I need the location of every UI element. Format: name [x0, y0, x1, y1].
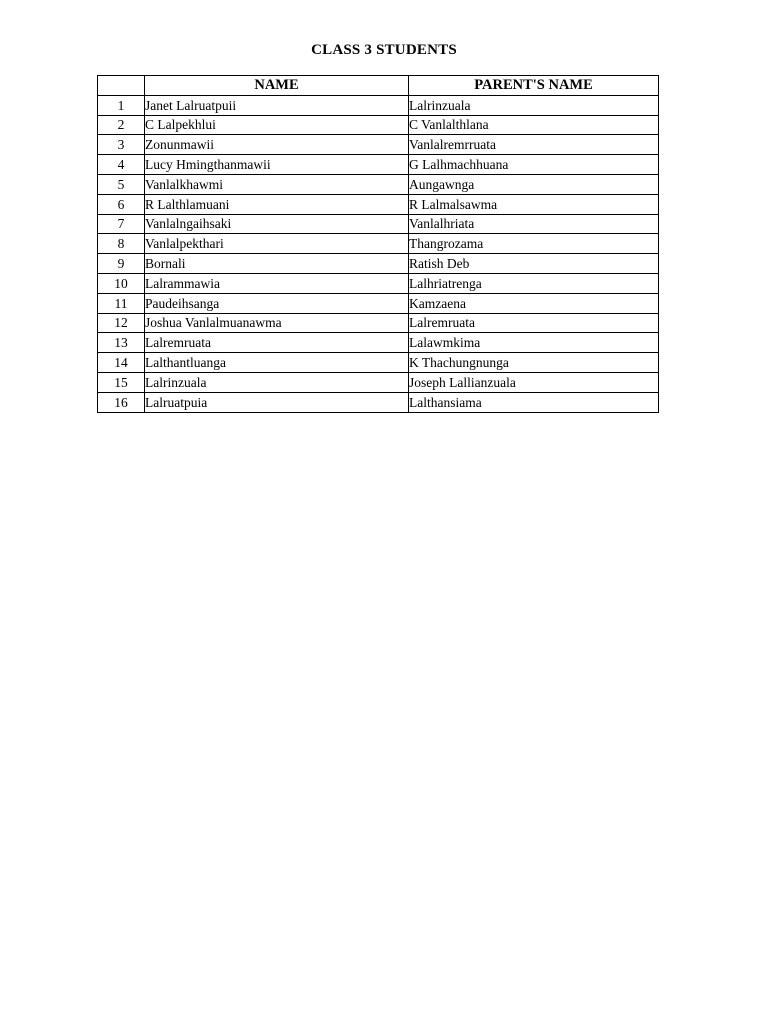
parent-name-cell: Lalawmkima — [409, 333, 659, 353]
parent-name-cell: C Vanlalthlana — [409, 115, 659, 135]
student-name-cell: Vanlalkhawmi — [145, 174, 409, 194]
table-row — [98, 254, 659, 274]
column-header-name: NAME — [145, 76, 409, 96]
table-row — [98, 333, 659, 353]
table-row — [98, 273, 659, 293]
parent-name-cell: Lalrinzuala — [409, 95, 659, 115]
parent-name-cell: Aungawnga — [409, 174, 659, 194]
page-title: CLASS 3 STUDENTS — [311, 42, 457, 58]
parent-name-cell: Lalthansiama — [409, 392, 659, 412]
table-row — [98, 155, 659, 175]
serial-number-cell: 7 — [98, 214, 145, 234]
serial-number-cell: 11 — [98, 293, 145, 313]
student-name-cell: Lalremruata — [145, 333, 409, 353]
serial-number-cell: 9 — [98, 254, 145, 274]
table-row — [98, 313, 659, 333]
table-row — [98, 392, 659, 412]
serial-number-cell: 3 — [98, 135, 145, 155]
table-header-row — [98, 76, 659, 96]
student-table — [97, 75, 659, 413]
parent-name-cell: Lalremruata — [409, 313, 659, 333]
serial-number-cell: 8 — [98, 234, 145, 254]
table-row — [98, 353, 659, 373]
table-row — [98, 95, 659, 115]
serial-number-cell: 4 — [98, 155, 145, 175]
parent-name-cell: Thangrozama — [409, 234, 659, 254]
parent-name-cell: Vanlalremrruata — [409, 135, 659, 155]
serial-number-cell: 2 — [98, 115, 145, 135]
student-name-cell: Lalthantluanga — [145, 353, 409, 373]
serial-number-cell: 13 — [98, 333, 145, 353]
column-header-parent-name: PARENT'S NAME — [409, 76, 659, 96]
table-row — [98, 293, 659, 313]
student-name-cell: C Lalpekhlui — [145, 115, 409, 135]
column-header-number — [98, 76, 145, 96]
table-row — [98, 372, 659, 392]
parent-name-cell: Kamzaena — [409, 293, 659, 313]
student-name-cell: Paudeihsanga — [145, 293, 409, 313]
table-row — [98, 174, 659, 194]
parent-name-cell: Lalhriatrenga — [409, 273, 659, 293]
student-name-cell: Vanlalngaihsaki — [145, 214, 409, 234]
serial-number-cell: 16 — [98, 392, 145, 412]
parent-name-cell: R Lalmalsawma — [409, 194, 659, 214]
parent-name-cell: Vanlalhriata — [409, 214, 659, 234]
table-row — [98, 214, 659, 234]
serial-number-cell: 14 — [98, 353, 145, 373]
table-row — [98, 234, 659, 254]
table-row — [98, 194, 659, 214]
student-name-cell: Vanlalpekthari — [145, 234, 409, 254]
parent-name-cell: K Thachungnunga — [409, 353, 659, 373]
parent-name-cell: Joseph Lallianzuala — [409, 372, 659, 392]
table-row — [98, 115, 659, 135]
table-row — [98, 135, 659, 155]
parent-name-cell: G Lalhmachhuana — [409, 155, 659, 175]
student-name-cell: Bornali — [145, 254, 409, 274]
parent-name-cell: Ratish Deb — [409, 254, 659, 274]
serial-number-cell: 12 — [98, 313, 145, 333]
student-name-cell: Lalrinzuala — [145, 372, 409, 392]
student-name-cell: Zonunmawii — [145, 135, 409, 155]
serial-number-cell: 10 — [98, 273, 145, 293]
serial-number-cell: 5 — [98, 174, 145, 194]
serial-number-cell: 6 — [98, 194, 145, 214]
student-name-cell: Lalruatpuia — [145, 392, 409, 412]
serial-number-cell: 1 — [98, 95, 145, 115]
student-name-cell: Lalrammawia — [145, 273, 409, 293]
student-name-cell: Joshua Vanlalmuanawma — [145, 313, 409, 333]
student-name-cell: Janet Lalruatpuii — [145, 95, 409, 115]
serial-number-cell: 15 — [98, 372, 145, 392]
student-name-cell: Lucy Hmingthanmawii — [145, 155, 409, 175]
student-name-cell: R Lalthlamuani — [145, 194, 409, 214]
